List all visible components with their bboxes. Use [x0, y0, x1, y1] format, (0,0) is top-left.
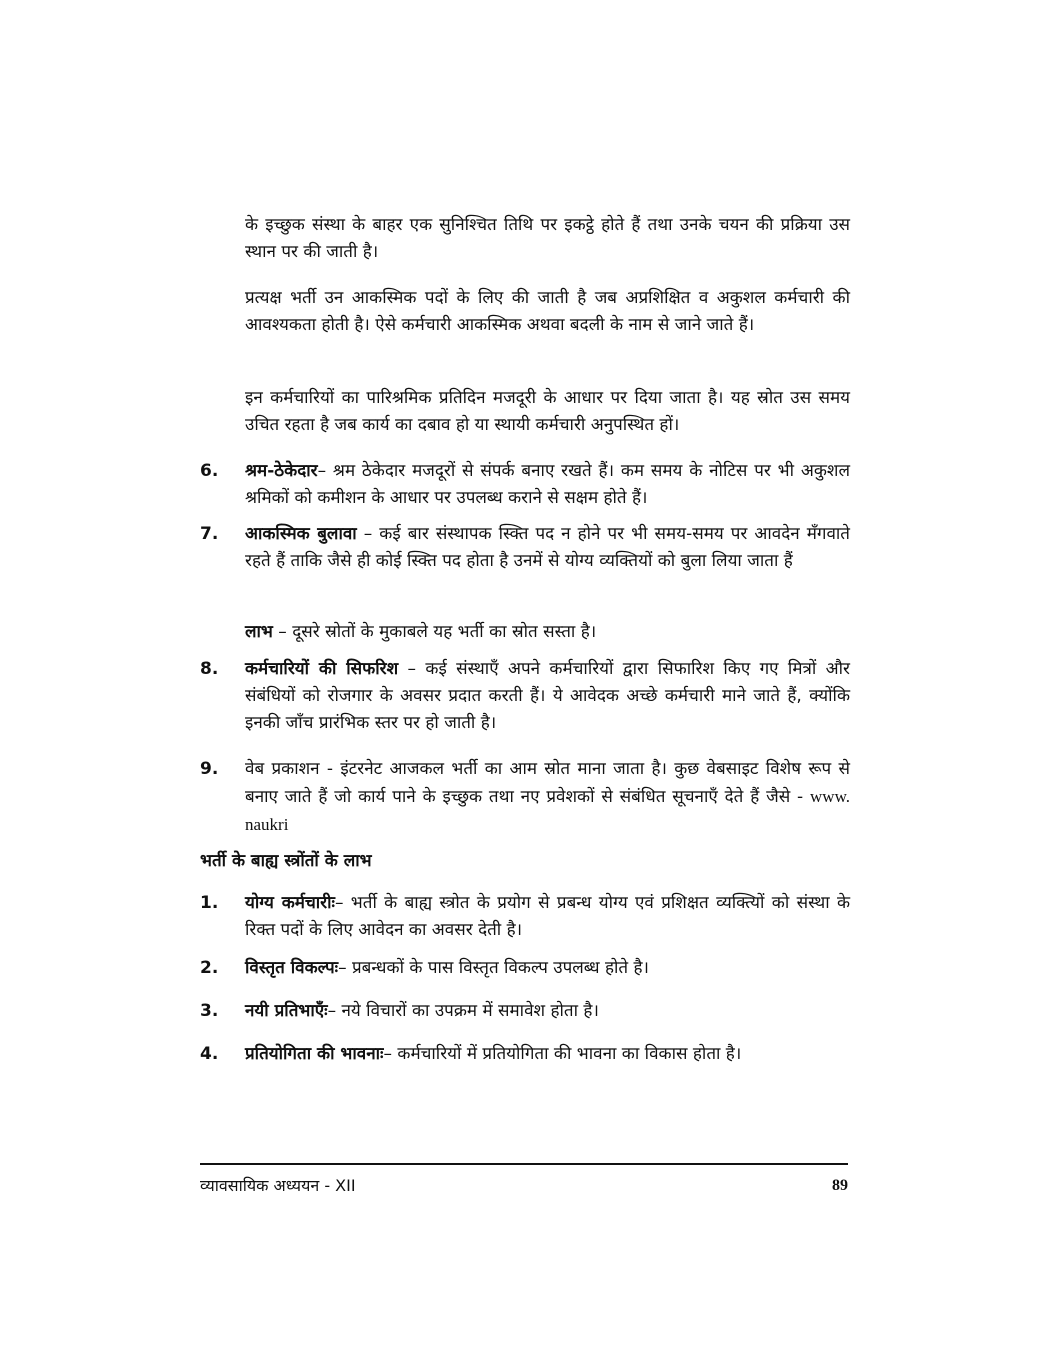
item-body — [245, 521, 850, 575]
item-title: आकस्मिक बुलावा — [245, 524, 357, 544]
item-title: नयी प्रतिभाएँः — [245, 1001, 328, 1021]
list-item-casual-callers — [200, 521, 850, 575]
benefit-label: लाभ — [245, 622, 273, 642]
item-body — [245, 1041, 850, 1068]
list-item-benefit-2 — [200, 955, 850, 982]
item-title: श्रम-ठेकेदार — [245, 461, 318, 481]
item-text: – नये विचारों का उपक्रम में समावेश होता है। — [327, 1001, 599, 1021]
item-body — [245, 656, 850, 737]
list-item-employee-recommendation — [200, 656, 850, 737]
paragraph-continuation: के इच्छुक संस्था के बाहर एक सुनिश्चित तिथि पर इकट्ठे होते हैं तथा उनके चयन की प्रक्रिया उस स्थान पर की जाती है। — [245, 215, 850, 262]
section-heading: भर्ती के बाह्य स्त्रोंतों के लाभ — [200, 851, 372, 871]
paragraph-remuneration: इन कर्मचारियों का पारिश्रमिक प्रतिदिन मजदूरी के आधार पर दिया जाता है। यह स्रोत उस समय उचित रहता है जब कार्य का दबाव हो या स्थायी कर्मचारी अनुपस्थित हों। — [245, 388, 850, 435]
item-number: 2. — [200, 958, 219, 978]
list-item-benefit-1 — [200, 890, 850, 944]
item-text: – कर्मचारियों में प्रतियोगिता की भावना का विकास होता है। — [383, 1044, 742, 1064]
item-title: प्रतियोगिता की भावनाः — [245, 1044, 384, 1064]
benefit-text: – दूसरे स्रोतों के मुकाबले यह भर्ती का स्रोत सस्ता है। — [272, 622, 597, 642]
list-item-benefit-4 — [200, 1041, 850, 1068]
item-body — [245, 998, 850, 1025]
item-title: योग्य कर्मचारीः — [245, 893, 335, 913]
item-title: विस्तृत विकल्पः — [245, 958, 339, 978]
item-text: – भर्ती के बाह्य स्त्रोत के प्रयोग से प्रबन्ध योग्य एवं प्रशिक्षत व्यक्त्यिों को संस्था के रिक्त पदों के लिए आवेदन का अवसर देती है। — [245, 893, 851, 940]
item-number: 8. — [200, 659, 219, 679]
item-number: 7. — [200, 524, 219, 544]
item-text: वेब प्रकाशन - इंटरनेट आजकल भर्ती का आम स्रोत माना जाता है। कुछ वेबसाइट विशेष रूप से बनाए जाते हैं जो कार्य पाने के इच्छुक तथा नए प्रवेशकों से संबंधित सूचनाएँ देते हैं जैसे - — [245, 759, 850, 807]
item-number: 6. — [200, 461, 219, 481]
item-text: – कई संस्थाएँ अपने कर्मचारियों द्वारा सिफारिश किए गए मित्रों और संबंधियों को रोजगार के अवसर प्रदात करती हैं। ये आवेदक अच्छे कर्मचारी माने जाते हैं, क्योंकि इनकी जाँच प्रारंभिक स्तर पर हो जाती है। — [245, 659, 850, 733]
list-item-web-publishing — [200, 756, 850, 839]
website-url: www. naukri — [245, 787, 850, 834]
benefit-note — [245, 619, 850, 646]
item-number: 4. — [200, 1044, 219, 1064]
page-number: 89 — [832, 1177, 848, 1194]
item-body — [245, 756, 850, 839]
item-title: कर्मचारियों की सिफरिश — [245, 659, 399, 679]
item-text: – प्रबन्धकों के पास विस्तृत विकल्प उपलब्ध होते है। — [338, 958, 649, 978]
item-body — [245, 890, 850, 944]
item-body — [245, 458, 850, 512]
item-body — [245, 955, 850, 982]
paragraph-direct-recruitment: प्रत्यक्ष भर्ती उन आकस्मिक पदों के लिए की जाती है जब अप्रशिक्षित व अकुशल कर्मचारी की आवश्यकता होती है। ऐसे कर्मचारी आकस्मिक अथवा बदली के नाम से जाने जाते हैं। — [245, 288, 850, 335]
item-text: – कई बार संस्थापक स्क्ति पद न होने पर भी समय-समय पर आवदेन मँगवाते रहते हैं ताकि जैसे ही कोई स्क्ति पद होता है उनमें से योग्य व्यक्तियों को बुला लिया जाता हैं — [245, 524, 851, 571]
footer-book-title: व्यावसायिक अध्ययन - XII — [200, 1176, 356, 1195]
item-number: 1. — [200, 893, 219, 913]
item-text: – श्रम ठेकेदार मजदूरों से संपर्क बनाए रखते हैं। कम समय के नोटिस पर भी अकुशल श्रमिकों को कमीशन के आधार पर उपलब्ध कराने से सक्षम होते हैं। — [245, 461, 850, 508]
list-item-labour-contractor — [200, 458, 850, 512]
item-number: 9. — [200, 759, 219, 779]
item-number: 3. — [200, 1001, 219, 1021]
footer-divider — [200, 1163, 848, 1165]
list-item-benefit-3 — [200, 998, 850, 1025]
